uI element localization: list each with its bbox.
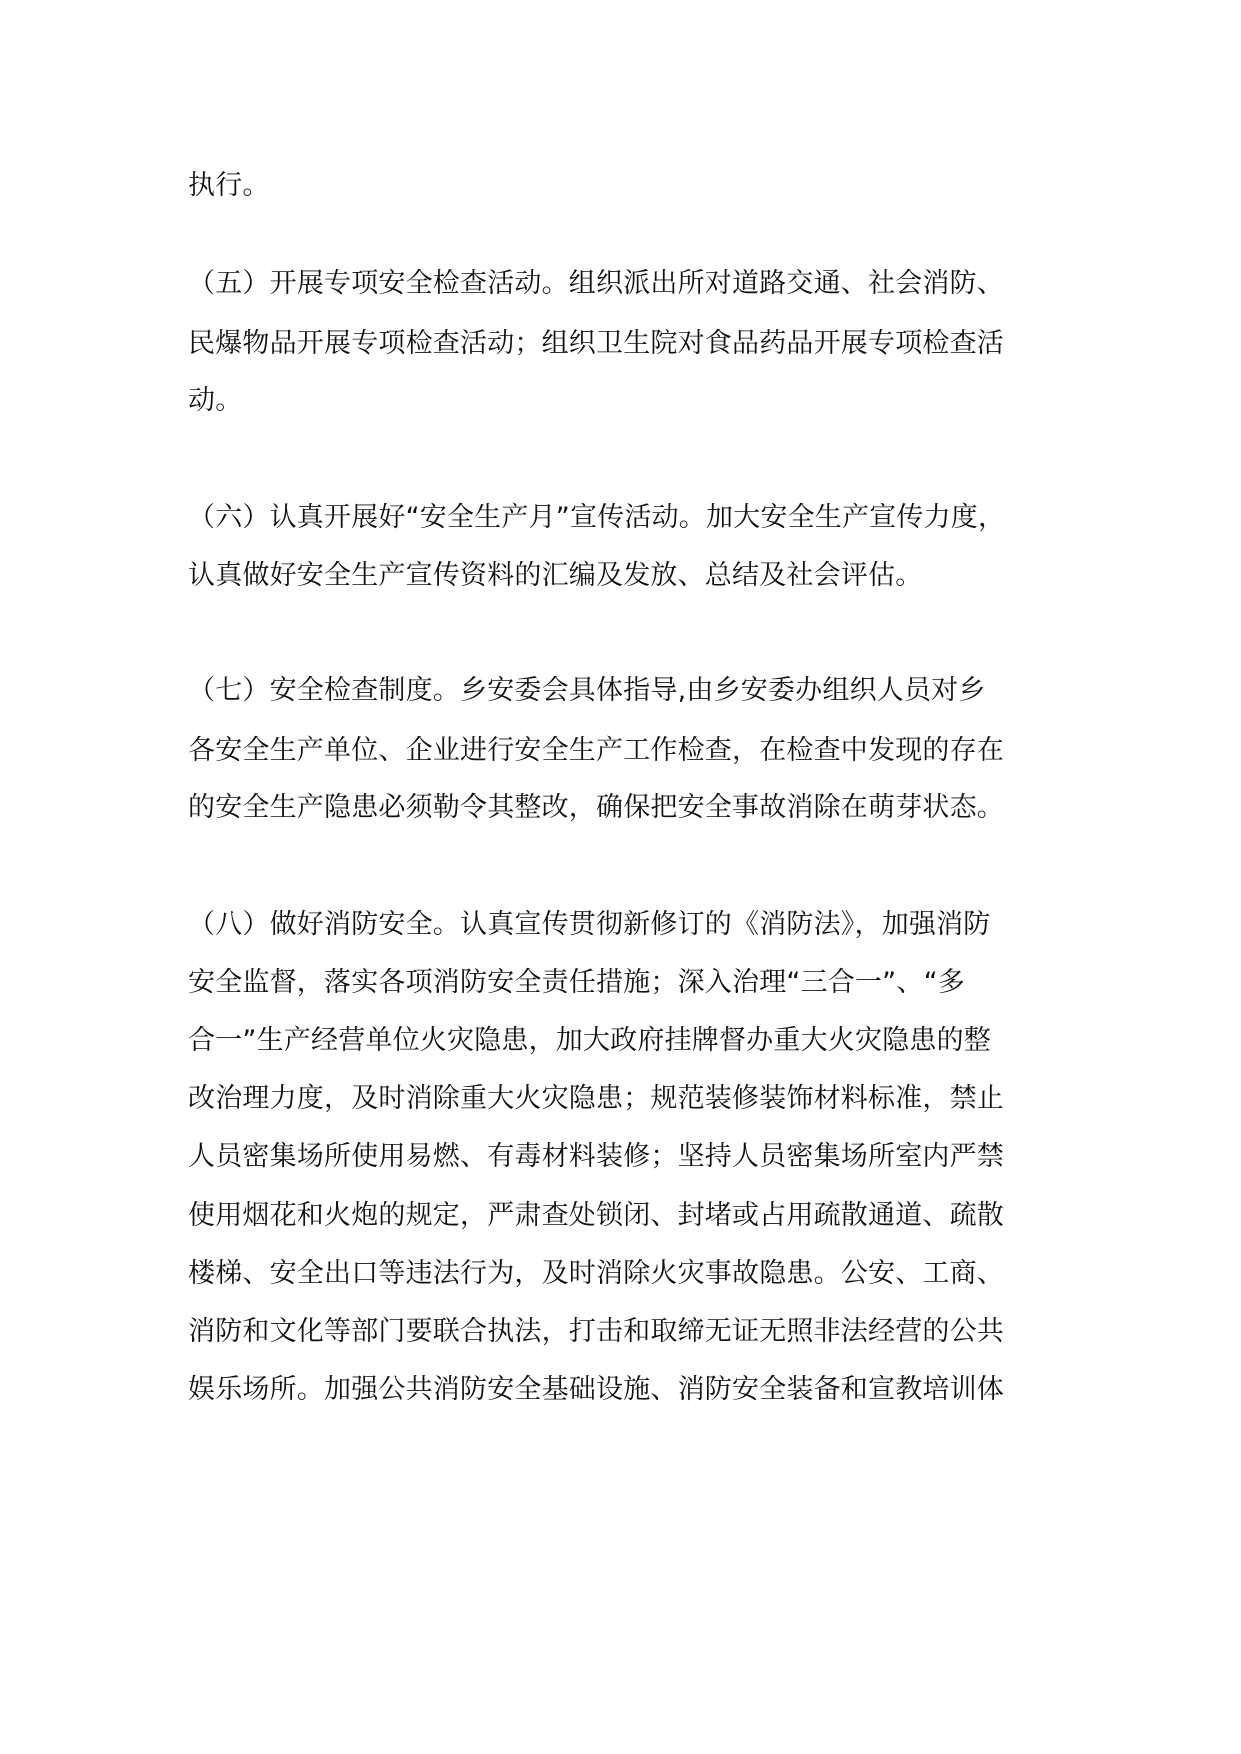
paragraph-line: 消防和文化等部门要联合执法，打击和取缔无证无照非法经营的公共 bbox=[188, 1316, 1004, 1347]
paragraph-line: 动。 bbox=[188, 385, 243, 416]
paragraph-line: 安全监督，落实各项消防安全责任措施；深入治理“三合一”、“多 bbox=[188, 967, 965, 998]
paragraph-line: （八）做好消防安全。认真宣传贯彻新修订的《消防法》，加强消防 bbox=[188, 909, 991, 940]
paragraph-line: 民爆物品开展专项检查活动；组织卫生院对食品药品开展专项检查活 bbox=[188, 328, 1004, 359]
paragraph-line: 楼梯、安全出口等违法行为，及时消除火灾事故隐患。公安、工商、 bbox=[188, 1258, 1004, 1289]
paragraph-line: 合一”生产经营单位火灾隐患，加大政府挂牌督办重大火灾隐患的整 bbox=[188, 1025, 991, 1056]
paragraph-line: 认真做好安全生产宣传资料的汇编及发放、总结及社会评估。 bbox=[188, 560, 923, 591]
paragraph-line: 的安全生产隐患必须勒令其整改，确保把安全事故消除在萌芽状态。 bbox=[188, 792, 1004, 823]
paragraph-line: 各安全生产单位、企业进行安全生产工作检查，在检查中发现的存在 bbox=[188, 735, 1004, 766]
paragraph-line: （七）安全检查制度。乡安委会具体指导,由乡安委办组织人员对乡 bbox=[188, 675, 986, 706]
paragraph-line: 使用烟花和火炮的规定，严肃查处锁闭、封堵或占用疏散通道、疏散 bbox=[188, 1200, 1004, 1231]
paragraph-line: 娱乐场所。加强公共消防安全基础设施、消防安全装备和宣教培训体 bbox=[188, 1374, 1004, 1405]
paragraph-line: （五）开展专项安全检查活动。组织派出所对道路交通、社会消防、 bbox=[188, 268, 1004, 299]
paragraph-line: 执行。 bbox=[188, 170, 270, 201]
paragraph-line: 改治理力度，及时消除重大火灾隐患；规范装修装饰材料标准，禁止 bbox=[188, 1083, 1004, 1114]
paragraph-line: 人员密集场所使用易燃、有毒材料装修；坚持人员密集场所室内严禁 bbox=[188, 1141, 1004, 1172]
paragraph-line: （六）认真开展好“安全生产月”宣传活动。加大安全生产宣传力度， bbox=[188, 502, 1006, 533]
